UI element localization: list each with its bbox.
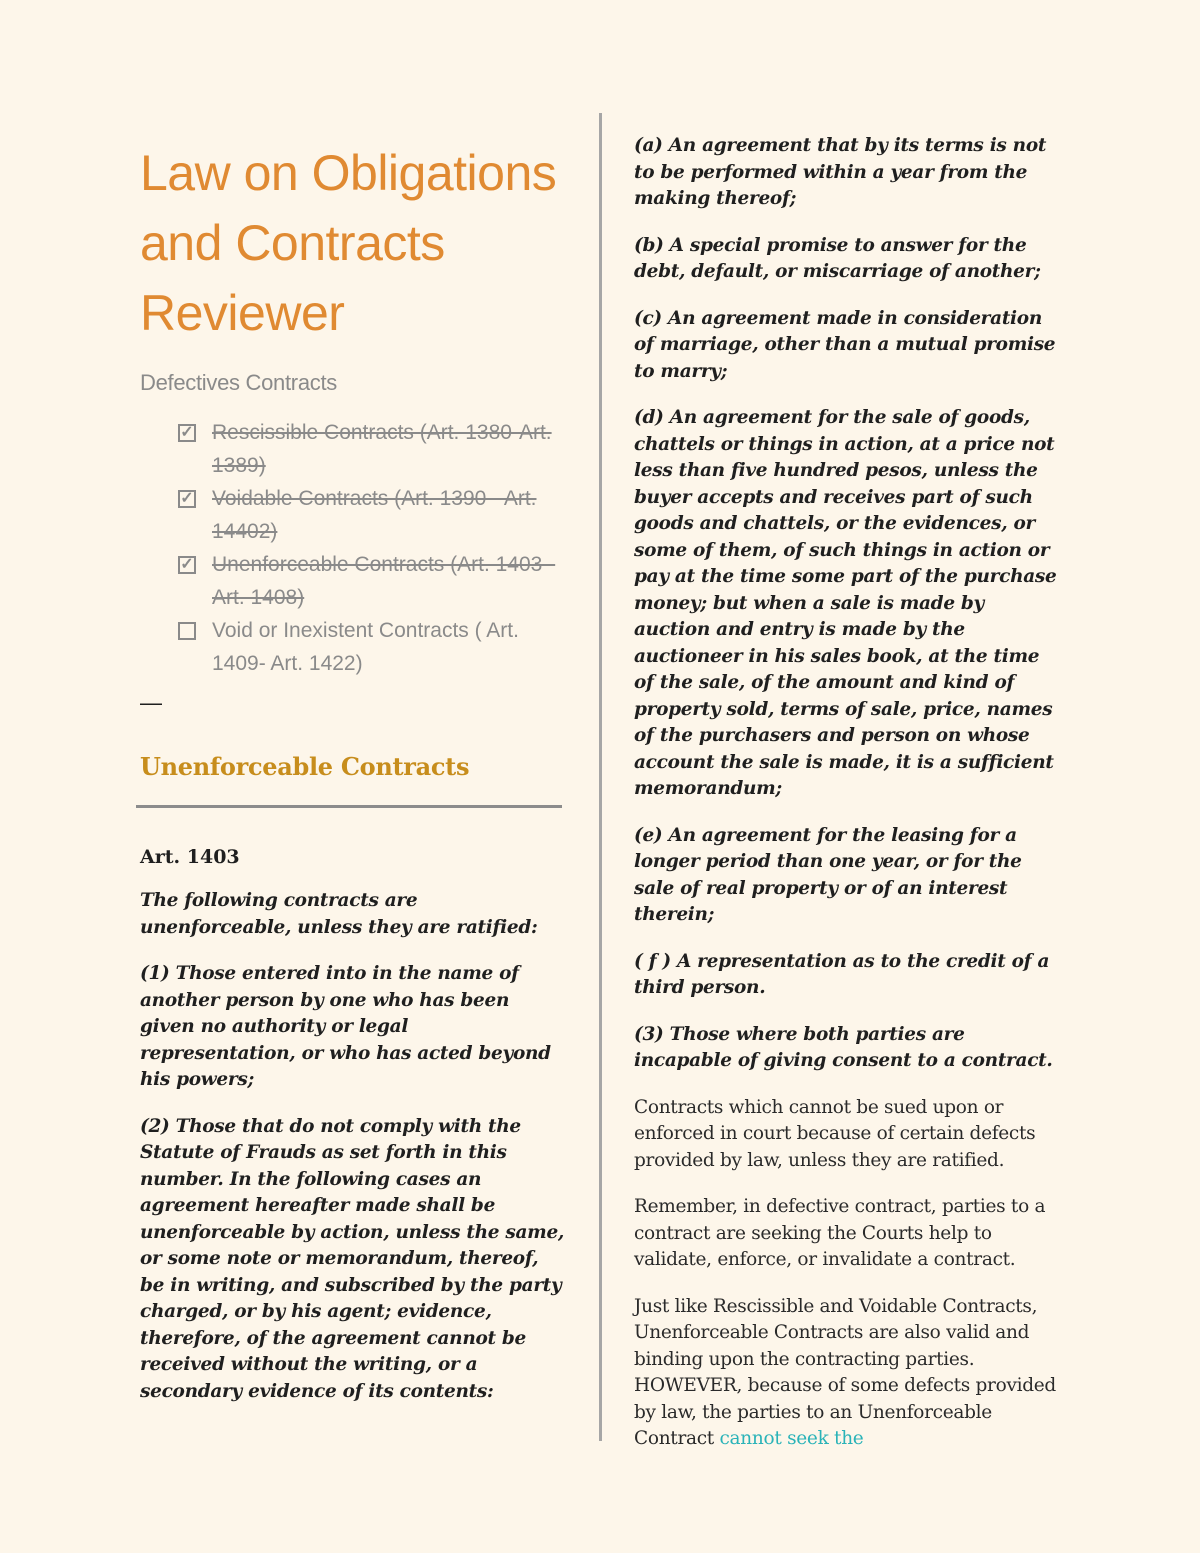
contracts-checklist [140,416,565,680]
section-heading: Unenforceable Contracts [140,752,470,781]
checklist-item-label: Unenforceable Contracts (Art. 1403 - Art. 1408) [212,553,556,609]
article-clause-3: (3) Those where both parties are incapable of giving consent to a contract. [634,1023,1053,1071]
checklist-item-unenforceable[interactable] [178,548,565,614]
section-rule [136,805,562,808]
page-title [140,138,565,348]
column-divider [599,113,602,1441]
left-column [140,138,565,1405]
checklist-item-void[interactable] [178,614,565,680]
subtitle: Defectives Contracts [140,370,337,395]
note-definition: Contracts which cannot be sued upon or enforced in court because of certain defects provided by law, unless they are ratified. [634,1096,1036,1171]
separator-dash: — [140,690,162,715]
article-subclause-f: ( f ) A representation as to the credit of a third person. [634,950,1050,998]
title-line-2: and Contracts [140,215,445,271]
article-subclause-b: (b) A special promise to answer for the debt, default, or miscarriage of another; [634,234,1041,282]
note-comparison [634,1294,1064,1453]
article-subclause-c: (c) An agreement made in consideration of marriage, other than a mutual promise to marry; [634,307,1056,382]
article-number: Art. 1403 [140,846,240,868]
note-comparison-text: Just like Rescissible and Voidable Contracts, Unenforceable Contracts are also valid and binding upon the contracting parties. HOWEVER, because of some defects provided by law, the parties to an Unenforceable Contract [634,1295,1056,1449]
highlighted-text: cannot seek the [719,1428,864,1449]
checklist-item-label: Rescissible Contracts (Art. 1380-Art. 1389) [212,421,552,477]
checkbox-checked-icon[interactable]: ✓ [178,424,196,442]
checklist-item-label: Void or Inexistent Contracts ( Art. 1409- Art. 1422) [212,619,519,675]
article-clause-2: (2) Those that do not comply with the Statute of Frauds as set forth in this number. In the following cases an agreement hereafter made shall be unenforceable by action, unless the same, or some note or memorandum, thereof, be in writing, and subscribed by the party charged, or by his agent; evidence, therefore, of the agreement cannot be received without the writing, or a secondary evidence of its contents: [140,1115,565,1402]
note-reminder: Remember, in defective contract, parties to a contract are seeking the Courts help to validate, enforce, or invalidate a contract. [634,1196,1046,1270]
checklist-item-voidable[interactable] [178,482,565,548]
checkbox-checked-icon[interactable]: ✓ [178,556,196,574]
title-line-1: Law on Obligations [140,145,557,201]
article-subclause-e: (e) An agreement for the leasing for a longer period than one year, or for the sale of real property or of an interest therein; [634,824,1022,925]
article-intro: The following contracts are unenforceable, unless they are ratified: [140,890,538,938]
right-column [634,133,1064,1453]
checklist-item-rescissible[interactable] [178,416,565,482]
checkbox-checked-icon[interactable]: ✓ [178,490,196,508]
article-subclause-a: (a) An agreement that by its terms is not to be performed within a year from the making thereof; [634,135,1047,209]
checklist-item-label: Voidable Contracts (Art. 1390 - Art. 14402) [212,487,537,543]
article-clause-1: (1) Those entered into in the name of another person by one who has been given no authority or legal representation, or who has acted beyond his powers; [140,963,551,1090]
article-subclause-d: (d) An agreement for the sale of goods, chattels or things in action, at a price not less than five hundred pesos, unless the buyer accepts and receives part of such goods and chattels, or the evidences, or some of them, of such things in action or pay at the time some part of the purchase money; but when a sale is made by auction and entry is made by the auctioneer in his sales book, at the time of the sale, of the amount and kind of property sold, terms of sale, price, names of the purchasers and person on whose account the sale is made, it is a sufficient memorandum; [634,407,1057,799]
checkbox-unchecked-icon[interactable] [178,622,196,640]
title-line-3: Reviewer [140,285,345,341]
